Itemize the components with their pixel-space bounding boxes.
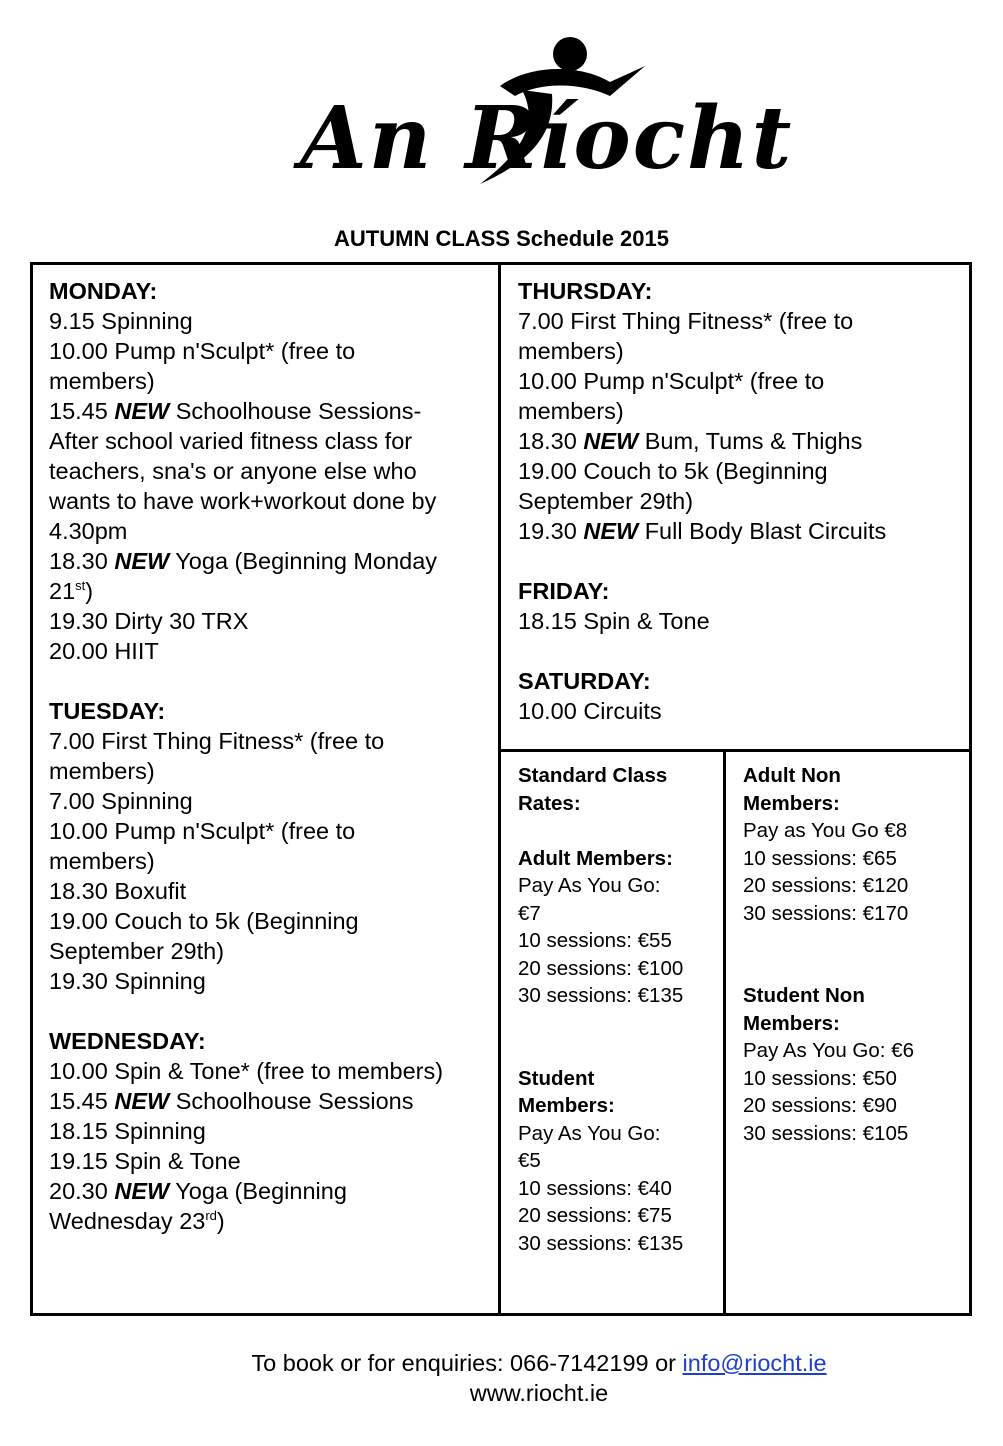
class-line: members) xyxy=(49,368,155,394)
rate-line: €7 xyxy=(518,901,541,925)
rate-line: 20 sessions: €90 xyxy=(743,1094,897,1117)
adult-non-members-heading: Adult Non xyxy=(743,764,841,787)
class-time: 15.45 xyxy=(49,1088,108,1114)
right-column xyxy=(518,276,958,726)
class-time: 20.30 xyxy=(49,1178,108,1204)
rate-line: 10 sessions: €50 xyxy=(743,1066,897,1090)
class-name: Yoga (Beginning Monday xyxy=(175,548,438,574)
class-line: 7.00 First Thing Fitness* (free to xyxy=(49,728,385,754)
friday-heading: FRIDAY: xyxy=(518,578,610,604)
class-line: 19.00 Couch to 5k (Beginning xyxy=(518,458,828,484)
class-line: 7.00 Spinning xyxy=(49,788,193,814)
email-link[interactable]: info@riocht.ie xyxy=(682,1350,827,1376)
class-line xyxy=(518,426,958,456)
logo-wordmark: An Ríocht xyxy=(300,88,794,189)
column-divider xyxy=(498,262,501,1316)
friday-section xyxy=(518,576,958,636)
class-line: 10.00 Circuits xyxy=(518,698,662,724)
class-line: 19.30 Dirty 30 TRX xyxy=(49,608,249,634)
closing-paren: ) xyxy=(85,578,94,604)
class-time: 19.30 xyxy=(518,518,577,544)
class-line: members) xyxy=(518,398,624,424)
tuesday-heading: TUESDAY: xyxy=(49,698,166,724)
standard-rates-heading: Rates: xyxy=(518,791,581,815)
class-line xyxy=(49,396,489,426)
class-line xyxy=(49,1086,489,1116)
new-badge: NEW xyxy=(114,548,170,574)
left-column xyxy=(49,276,489,1236)
booking-line xyxy=(0,1348,1003,1378)
rate-line: 30 sessions: €170 xyxy=(743,901,909,925)
adult-members-heading: Adult Members: xyxy=(518,846,673,870)
student-members-heading: Members: xyxy=(518,1094,615,1117)
class-line: 4.30pm xyxy=(49,518,128,544)
class-time: 15.45 xyxy=(49,398,108,424)
adult-non-members-heading: Members: xyxy=(743,791,840,815)
class-line: 19.30 Spinning xyxy=(49,968,206,994)
rate-line: Pay As You Go: xyxy=(518,1121,661,1145)
rate-line: 10 sessions: €55 xyxy=(518,929,672,952)
class-line: 18.30 Boxufit xyxy=(49,878,187,904)
non-member-rates xyxy=(743,762,963,1147)
rate-line: Pay As You Go: €6 xyxy=(743,1039,914,1062)
thursday-section xyxy=(518,276,958,546)
rate-line: 10 sessions: €65 xyxy=(743,846,897,870)
class-line: 19.00 Couch to 5k (Beginning xyxy=(49,908,359,934)
closing-paren: ) xyxy=(216,1208,225,1234)
class-line: 18.15 Spinning xyxy=(49,1118,206,1144)
class-time: 18.30 xyxy=(49,548,108,574)
class-line: 10.00 Pump n'Sculpt* (free to xyxy=(49,338,356,364)
class-line: teachers, sna's or anyone else who xyxy=(49,458,417,484)
tuesday-section xyxy=(49,696,489,996)
class-line: September 29th) xyxy=(518,488,694,514)
class-line xyxy=(49,546,489,576)
class-line: members) xyxy=(518,338,624,364)
rate-line: 30 sessions: €135 xyxy=(518,984,684,1007)
footer xyxy=(0,1348,1003,1408)
student-non-members-heading: Student Non xyxy=(743,984,865,1007)
booking-text: To book or for enquiries: 066-7142199 or xyxy=(251,1350,677,1376)
rate-line: 30 sessions: €105 xyxy=(743,1121,909,1145)
class-name: Schoolhouse Sessions xyxy=(175,1088,414,1114)
new-badge: NEW xyxy=(583,428,639,454)
class-line: 20.00 HIIT xyxy=(49,638,159,664)
rate-line: €5 xyxy=(518,1149,541,1172)
ordinal-suffix: st xyxy=(75,578,86,593)
new-badge: NEW xyxy=(114,1178,170,1204)
rate-line: Pay as You Go €8 xyxy=(743,819,908,842)
an-riocht-logo xyxy=(300,34,794,194)
class-time: 18.30 xyxy=(518,428,577,454)
standard-rates-heading: Standard Class xyxy=(518,764,668,787)
rate-line: 20 sessions: €120 xyxy=(743,874,909,897)
saturday-heading: SATURDAY: xyxy=(518,668,651,694)
class-line: 10.00 Spin & Tone* (free to members) xyxy=(49,1058,444,1084)
class-line xyxy=(49,1176,489,1206)
class-line: members) xyxy=(49,758,155,784)
class-line: wants to have work+workout done by xyxy=(49,488,437,514)
rate-line: 20 sessions: €100 xyxy=(518,956,684,980)
date-number: 21 xyxy=(49,578,76,604)
class-line: After school varied fitness class for xyxy=(49,428,413,454)
rates-divider xyxy=(498,749,972,752)
rate-line: 20 sessions: €75 xyxy=(518,1204,672,1227)
new-badge: NEW xyxy=(114,398,170,424)
class-name: Bum, Tums & Thighs xyxy=(644,428,863,454)
student-non-members-heading: Members: xyxy=(743,1011,840,1035)
new-badge: NEW xyxy=(114,1088,170,1114)
rates-column-divider xyxy=(723,749,726,1316)
class-name: Yoga (Beginning xyxy=(175,1178,347,1204)
member-rates xyxy=(518,762,718,1257)
class-line: 7.00 First Thing Fitness* (free to xyxy=(518,308,854,334)
class-line xyxy=(49,1206,489,1236)
thursday-heading: THURSDAY: xyxy=(518,278,653,304)
class-line xyxy=(518,516,958,546)
monday-heading: MONDAY: xyxy=(49,278,158,304)
rate-line: 10 sessions: €40 xyxy=(518,1176,672,1200)
class-name: Schoolhouse Sessions- xyxy=(175,398,422,424)
class-line: 18.15 Spin & Tone xyxy=(518,608,710,634)
student-members-heading: Student xyxy=(518,1066,595,1090)
class-line: 10.00 Pump n'Sculpt* (free to xyxy=(49,818,356,844)
website-text: www.riocht.ie xyxy=(469,1380,609,1406)
schedule-title: AUTUMN CLASS Schedule 2015 xyxy=(334,226,669,251)
class-line: 19.15 Spin & Tone xyxy=(49,1148,241,1174)
date-text: Wednesday 23 xyxy=(49,1208,206,1234)
class-line: 10.00 Pump n'Sculpt* (free to xyxy=(518,368,825,394)
saturday-section xyxy=(518,666,958,726)
rate-line: Pay As You Go: xyxy=(518,874,661,897)
new-badge: NEW xyxy=(583,518,639,544)
class-name: Full Body Blast Circuits xyxy=(644,518,887,544)
rate-line: 30 sessions: €135 xyxy=(518,1231,684,1255)
ordinal-suffix: rd xyxy=(205,1208,217,1223)
class-line xyxy=(49,576,489,606)
class-line: members) xyxy=(49,848,155,874)
monday-section xyxy=(49,276,489,666)
wednesday-section xyxy=(49,1026,489,1236)
wednesday-heading: WEDNESDAY: xyxy=(49,1028,206,1054)
class-line: September 29th) xyxy=(49,938,225,964)
class-line: 9.15 Spinning xyxy=(49,308,193,334)
